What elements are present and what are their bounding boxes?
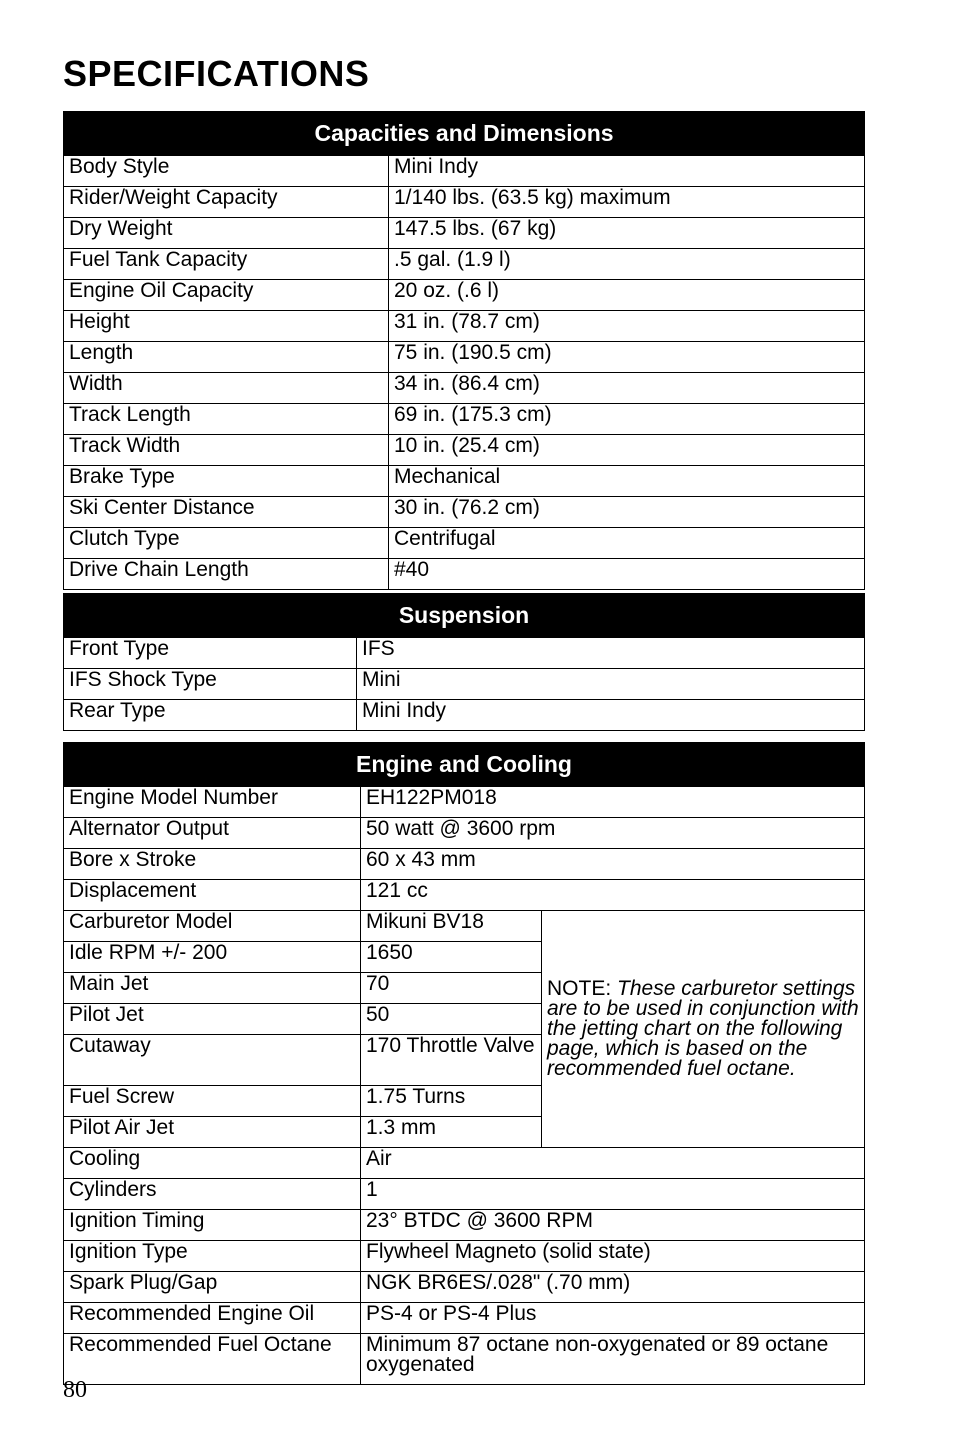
spec-label: Engine Oil Capacity xyxy=(64,280,389,311)
table-row xyxy=(64,880,865,911)
spec-label: Carburetor Model xyxy=(64,911,361,942)
spec-value: 1/140 lbs. (63.5 kg) maximum xyxy=(389,187,865,218)
spec-value: 10 in. (25.4 cm) xyxy=(389,435,865,466)
engine-table xyxy=(63,742,865,1385)
spec-label: Track Width xyxy=(64,435,389,466)
spec-value: 1.75 Turns xyxy=(361,1086,542,1117)
table-row xyxy=(64,311,865,342)
spec-label: Displacement xyxy=(64,880,361,911)
spec-value: 30 in. (76.2 cm) xyxy=(389,497,865,528)
spec-value: 1 xyxy=(361,1179,865,1210)
spec-value: 1650 xyxy=(361,942,542,973)
table-row xyxy=(64,249,865,280)
table-row xyxy=(64,1179,865,1210)
table-row xyxy=(64,497,865,528)
spec-label: Width xyxy=(64,373,389,404)
spec-label: Height xyxy=(64,311,389,342)
table-row xyxy=(64,638,865,669)
spec-value: Centrifugal xyxy=(389,528,865,559)
capacities-table xyxy=(63,111,865,590)
spec-value: 121 cc xyxy=(361,880,865,911)
spec-label: Brake Type xyxy=(64,466,389,497)
table-row xyxy=(64,1303,865,1334)
note-text: These carburetor settings are to be used in conjunction with the jetting chart on the following page, which is based on the recommended fuel octane. xyxy=(547,977,859,1080)
table-row xyxy=(64,435,865,466)
table-row xyxy=(64,911,865,942)
spec-value: 69 in. (175.3 cm) xyxy=(389,404,865,435)
spec-label: Clutch Type xyxy=(64,528,389,559)
spec-label: Ignition Type xyxy=(64,1241,361,1272)
spec-value: 23° BTDC @ 3600 RPM xyxy=(361,1210,865,1241)
page-title: SPECIFICATIONS xyxy=(63,53,370,94)
spec-value: IFS xyxy=(357,638,865,669)
spec-value: Mikuni BV18 xyxy=(361,911,542,942)
spec-value: 1.3 mm xyxy=(361,1117,542,1148)
table-row xyxy=(64,818,865,849)
spec-label: Front Type xyxy=(64,638,357,669)
spec-label: Fuel Screw xyxy=(64,1086,361,1117)
spec-value: #40 xyxy=(389,559,865,590)
spec-value: 70 xyxy=(361,973,542,1004)
note-label: NOTE: xyxy=(547,977,612,1000)
table-row xyxy=(64,1210,865,1241)
spec-label: Alternator Output xyxy=(64,818,361,849)
spec-value: 147.5 lbs. (67 kg) xyxy=(389,218,865,249)
suspension-heading: Suspension xyxy=(64,594,865,638)
spec-label: Fuel Tank Capacity xyxy=(64,249,389,280)
spec-value: 50 xyxy=(361,1004,542,1035)
table-row xyxy=(64,700,865,731)
spec-value: PS-4 or PS-4 Plus xyxy=(361,1303,865,1334)
spec-value: Mini Indy xyxy=(389,156,865,187)
spec-label: Dry Weight xyxy=(64,218,389,249)
spec-label: Track Length xyxy=(64,404,389,435)
spec-value: 34 in. (86.4 cm) xyxy=(389,373,865,404)
table-row xyxy=(64,669,865,700)
spec-value: 50 watt @ 3600 rpm xyxy=(361,818,865,849)
spec-value: Mechanical xyxy=(389,466,865,497)
spec-value: Flywheel Magneto (solid state) xyxy=(361,1241,865,1272)
spec-value: Minimum 87 octane non-oxygenated or 89 octane oxygenated xyxy=(361,1334,865,1385)
table-row xyxy=(64,1272,865,1303)
spec-label: Idle RPM +/- 200 xyxy=(64,942,361,973)
table-row xyxy=(64,787,865,818)
spec-value: 20 oz. (.6 l) xyxy=(389,280,865,311)
spec-value: EH122PM018 xyxy=(361,787,865,818)
table-row xyxy=(64,1241,865,1272)
table-row xyxy=(64,373,865,404)
spec-label: Cutaway xyxy=(64,1035,361,1086)
table-row xyxy=(64,559,865,590)
table-row xyxy=(64,187,865,218)
spec-value: Air xyxy=(361,1148,865,1179)
carburetor-note xyxy=(542,911,865,1148)
spec-value: .5 gal. (1.9 l) xyxy=(389,249,865,280)
spec-label: Ignition Timing xyxy=(64,1210,361,1241)
table-row xyxy=(64,466,865,497)
spec-value: 31 in. (78.7 cm) xyxy=(389,311,865,342)
spec-label: Pilot Jet xyxy=(64,1004,361,1035)
spec-label: Rear Type xyxy=(64,700,357,731)
spec-label: Rider/Weight Capacity xyxy=(64,187,389,218)
spec-label: Body Style xyxy=(64,156,389,187)
table-row xyxy=(64,404,865,435)
table-row xyxy=(64,280,865,311)
capacities-heading: Capacities and Dimensions xyxy=(64,112,865,156)
table-row xyxy=(64,156,865,187)
spec-label: Engine Model Number xyxy=(64,787,361,818)
page-number: 80 xyxy=(63,1377,87,1403)
spec-value: 60 x 43 mm xyxy=(361,849,865,880)
spec-label: Cooling xyxy=(64,1148,361,1179)
spec-label: Pilot Air Jet xyxy=(64,1117,361,1148)
table-row xyxy=(64,218,865,249)
spec-value: Mini Indy xyxy=(357,700,865,731)
spec-value: 170 Throttle Valve xyxy=(361,1035,542,1086)
engine-heading: Engine and Cooling xyxy=(64,743,865,787)
spec-value: Mini xyxy=(357,669,865,700)
table-row xyxy=(64,849,865,880)
spec-label: Spark Plug/Gap xyxy=(64,1272,361,1303)
suspension-table xyxy=(63,593,865,731)
spec-label: IFS Shock Type xyxy=(64,669,357,700)
spec-label: Bore x Stroke xyxy=(64,849,361,880)
spec-label: Drive Chain Length xyxy=(64,559,389,590)
spec-label: Ski Center Distance xyxy=(64,497,389,528)
spec-label: Main Jet xyxy=(64,973,361,1004)
table-row xyxy=(64,1148,865,1179)
spec-label: Cylinders xyxy=(64,1179,361,1210)
table-row xyxy=(64,528,865,559)
spec-label: Length xyxy=(64,342,389,373)
table-row xyxy=(64,1334,865,1385)
spec-label: Recommended Fuel Octane xyxy=(64,1334,361,1385)
table-row xyxy=(64,342,865,373)
spec-label: Recommended Engine Oil xyxy=(64,1303,361,1334)
spec-value: NGK BR6ES/.028" (.70 mm) xyxy=(361,1272,865,1303)
spec-value: 75 in. (190.5 cm) xyxy=(389,342,865,373)
